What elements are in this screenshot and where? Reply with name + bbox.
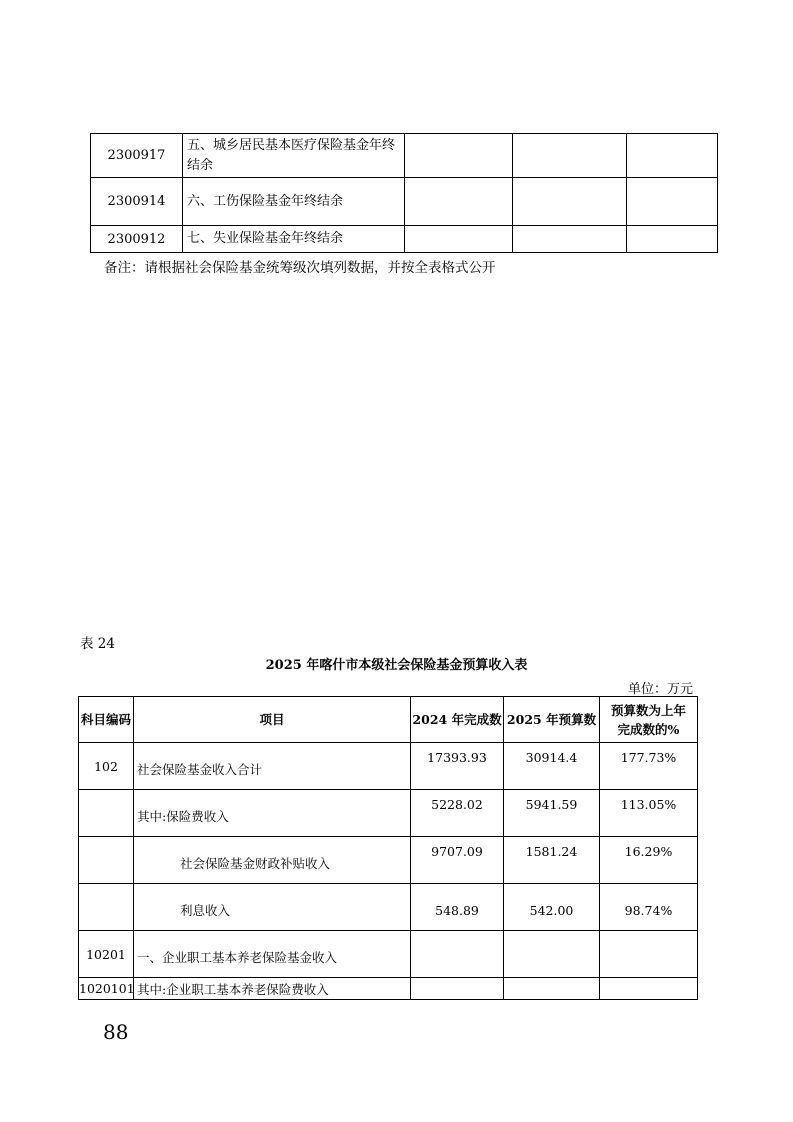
value-percent: 16.29%	[600, 837, 698, 884]
value-percent: 177.73%	[600, 743, 698, 790]
value-2025: 542.00	[504, 884, 600, 931]
empty-cell	[405, 134, 513, 178]
header-2025: 2025 年预算数	[504, 697, 600, 743]
subject-code: 10201	[79, 931, 134, 978]
header-percent-line2: 完成数的%	[617, 721, 680, 737]
fund-balance-table	[90, 133, 718, 253]
table-row	[91, 226, 718, 253]
item-name	[183, 134, 405, 178]
value-2025: 5941.59	[504, 790, 600, 837]
value-2024: 17393.93	[411, 743, 504, 790]
table-row	[79, 790, 698, 837]
value-percent: 98.74%	[600, 884, 698, 931]
item-name: 利息收入	[134, 884, 411, 931]
empty-cell	[513, 178, 627, 226]
unit-label: 单位：万元	[627, 682, 693, 697]
table-row	[79, 884, 698, 931]
table-row	[79, 743, 698, 790]
subject-code: 2300914	[91, 178, 183, 226]
page-number: 88	[103, 1020, 129, 1044]
footnote: 备注：请根据社会保险基金统筹级次填列数据，并按全表格式公开	[104, 260, 496, 276]
empty-cell	[627, 134, 718, 178]
item-name: 六、工伤保险基金年终结余	[183, 178, 405, 226]
subject-code	[79, 884, 134, 931]
item-name: 一、企业职工基本养老保险基金收入	[134, 931, 411, 978]
page-title: 2025 年喀什市本级社会保险基金预算收入表	[265, 658, 528, 673]
item-name: 社会保险基金财政补贴收入	[134, 837, 411, 884]
item-name: 其中:保险费收入	[134, 790, 411, 837]
value-2025: 30914.4	[504, 743, 600, 790]
item-name: 七、失业保险基金年终结余	[183, 226, 405, 253]
item-name: 其中:企业职工基本养老保险费收入	[134, 978, 411, 1000]
empty-cell	[513, 134, 627, 178]
empty-cell	[405, 178, 513, 226]
empty-cell	[627, 178, 718, 226]
header-code: 科目编码	[79, 697, 134, 743]
subject-code: 2300912	[91, 226, 183, 253]
empty-cell	[405, 226, 513, 253]
value-percent: 113.05%	[600, 790, 698, 837]
table-row	[79, 978, 698, 1000]
item-name-line2: 结余	[187, 157, 214, 173]
subject-code	[79, 837, 134, 884]
header-2024: 2024 年完成数	[411, 697, 504, 743]
value-2025: 1581.24	[504, 837, 600, 884]
item-name: 社会保险基金收入合计	[134, 743, 411, 790]
header-percent	[600, 697, 698, 743]
budget-income-table	[78, 696, 698, 1000]
table-row	[79, 837, 698, 884]
subject-code: 1020101	[79, 978, 134, 1000]
item-name-line1: 五、城乡居民基本医疗保险基金年终	[187, 137, 396, 153]
empty-cell	[627, 226, 718, 253]
value-2024: 548.89	[411, 884, 504, 931]
header-percent-line1: 预算数为上年	[610, 702, 686, 718]
table-row	[79, 931, 698, 978]
value-2024: 9707.09	[411, 837, 504, 884]
subject-code	[79, 790, 134, 837]
value-2024	[411, 978, 504, 1000]
table-row	[91, 178, 718, 226]
subject-code: 2300917	[91, 134, 183, 178]
table-row	[91, 134, 718, 178]
header-item: 项目	[134, 697, 411, 743]
value-percent	[600, 931, 698, 978]
value-2024	[411, 931, 504, 978]
empty-cell	[513, 226, 627, 253]
value-2025	[504, 931, 600, 978]
value-percent	[600, 978, 698, 1000]
header-row	[79, 697, 698, 743]
value-2025	[504, 978, 600, 1000]
table-label: 表 24	[80, 636, 115, 652]
subject-code: 102	[79, 743, 134, 790]
value-2024: 5228.02	[411, 790, 504, 837]
